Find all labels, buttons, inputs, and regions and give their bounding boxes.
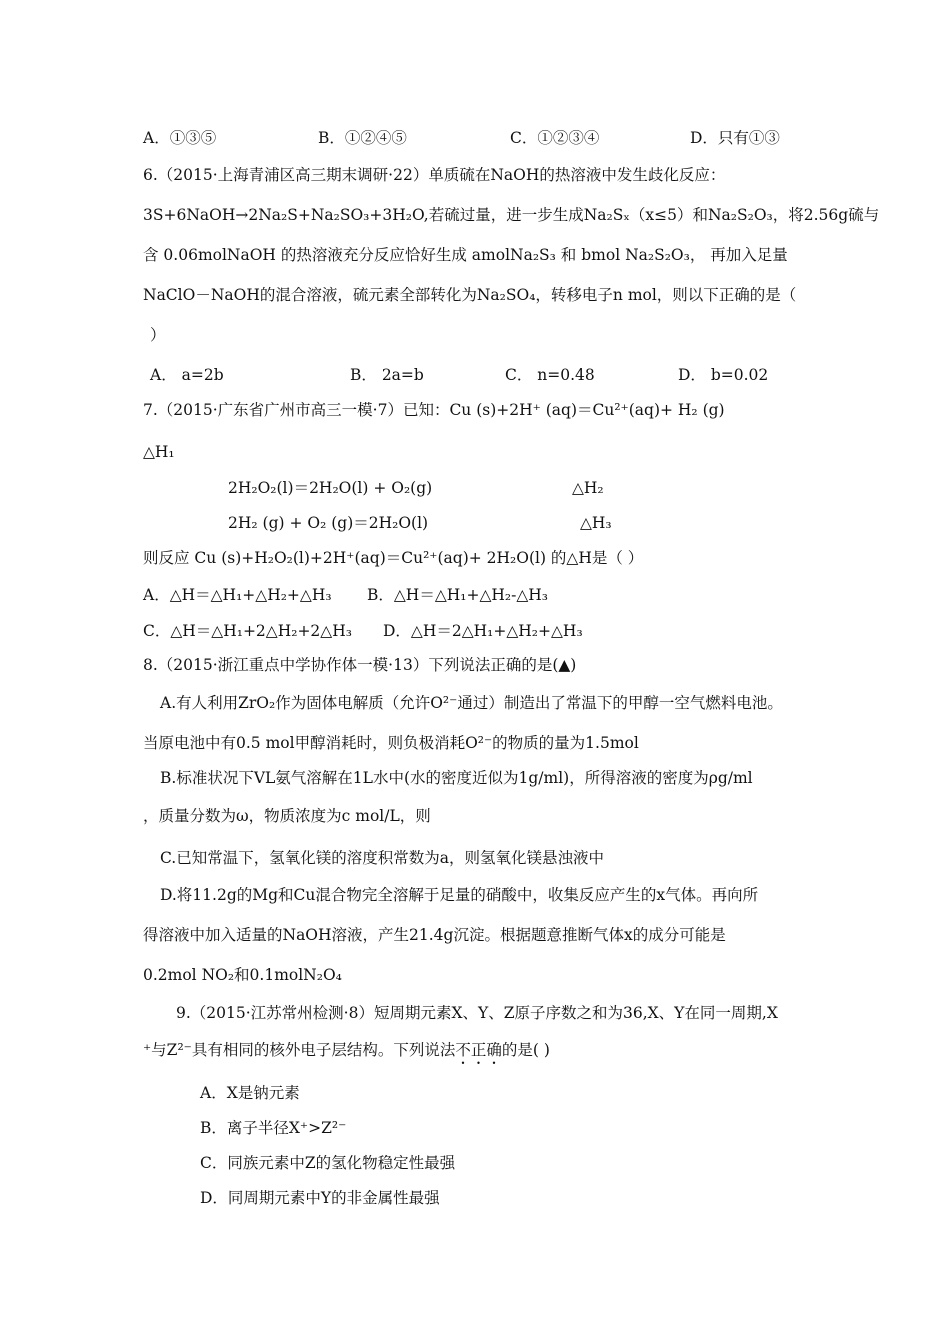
q8-option-b-line-2: ，质量分数为ω，物质浓度为c mol/L，则: [143, 807, 431, 825]
q8-option-d-line-3: 0.2mol NO₂和0.1molN₂O₄: [143, 966, 342, 984]
q8-option-d-line-1: D.将11.2g的Mg和Cu混合物完全溶解于足量的硝酸中，收集反应产生的x气体。再向所: [160, 886, 759, 904]
q6-line-3: 含 0.06molNaOH 的热溶液充分反应恰好生成 amolNa₂S₃ 和 bmol Na₂S₂O₃， 再加入足量: [143, 246, 788, 264]
q7-equation-2: 2H₂O₂(l)＝2H₂O(l) + O₂(g): [228, 479, 433, 497]
q6-line-5: ）: [150, 326, 166, 344]
q7-delta-h3: △H₃: [580, 514, 612, 532]
q7-delta-h1: △H₁: [143, 443, 175, 461]
q9-line-2-start: ⁺与Z²⁻具有相同的核外电子层结构。下列说法: [143, 1041, 456, 1059]
q9-option-d: D．同周期元素中Y的非金属性最强: [200, 1189, 440, 1207]
q8-header: 8.（2015·浙江重点中学协作体一模·13）下列说法正确的是(▲): [143, 656, 577, 674]
q9-line-2: [143, 1040, 550, 1068]
q7-equation-3: 2H₂ (g) + O₂ (g)＝2H₂O(l): [228, 514, 429, 532]
q9-option-a: A．X是钠元素: [200, 1084, 300, 1102]
q6-option-c: C． n=0.48: [505, 366, 595, 384]
q9-line-2-end: 的是( ): [501, 1041, 550, 1059]
q7-question: 则反应 Cu (s)+H₂O₂(l)+2H⁺(aq)＝Cu²⁺(aq)+ 2H₂O(l) 的△H是（ ）: [143, 549, 644, 567]
q5-option-c: C．①②③④: [510, 129, 600, 147]
q7-header: 7.（2015·广东省广州市高三一模·7）已知：Cu (s)+2H⁺ (aq)＝Cu²⁺(aq)+ H₂ (g): [143, 401, 725, 419]
q8-option-d-line-2: 得溶液中加入适量的NaOH溶液，产生21.4g沉淀。根据题意推断气体x的成分可能是: [143, 926, 726, 944]
q6-line-2: 3S+6NaOH→2Na₂S+Na₂SO₃+3H₂O,若硫过量，进一步生成Na₂Sₓ（x≤5）和Na₂S₂O₃，将2.56g硫与: [143, 206, 880, 224]
q6-header: 6.（2015·上海青浦区高三期末调研·22）单质硫在NaOH的热溶液中发生歧化反应：: [143, 166, 726, 184]
q8-option-c-line-1: C.已知常温下，氢氧化镁的溶度积常数为a，则氢氧化镁悬浊液中: [160, 849, 604, 867]
q6-option-d: D． b=0.02: [678, 366, 769, 384]
q9-emphasis: 不正确: [455, 1041, 502, 1059]
q8-option-b-line-1: B.标准状况下VL氨气溶解在1L水中(水的密度近似为1g/ml)，所得溶液的密度为ρg/ml: [160, 769, 753, 787]
q8-option-a-line-2: 当原电池中有0.5 mol甲醇消耗时，则负极消耗O²⁻的物质的量为1.5mol: [143, 734, 639, 752]
q7-delta-h2: △H₂: [572, 479, 604, 497]
q6-option-a: A． a=2b: [150, 366, 224, 384]
q6-option-b: B． 2a=b: [350, 366, 424, 384]
q9-option-c: C．同族元素中Z的氢化物稳定性最强: [200, 1154, 456, 1172]
q7-option-a: A．△H＝△H₁+△H₂+△H₃: [143, 586, 332, 604]
q7-option-b: B．△H＝△H₁+△H₂-△H₃: [367, 586, 549, 604]
q6-line-4: NaClO－NaOH的混合溶液，硫元素全部转化为Na₂SO₄，转移电子n mol，则以下正确的是（: [143, 286, 797, 304]
q5-option-b: B．①②④⑤: [318, 129, 407, 147]
q7-option-c: C．△H＝△H₁+2△H₂+2△H₃: [143, 622, 352, 640]
q7-option-d: D．△H＝2△H₁+△H₂+△H₃: [383, 622, 583, 640]
q5-option-a: A．①③⑤: [143, 129, 217, 147]
q8-option-a-line-1: A.有人利用ZrO₂作为固体电解质（允许O²⁻通过）制造出了常温下的甲醇一空气燃料电池。: [160, 694, 783, 712]
q5-option-d: D．只有①③: [690, 129, 780, 147]
q9-header: 9.（2015·江苏常州检测·8）短周期元素X、Y、Z原子序数之和为36,X、Y在同一周期,X: [176, 1004, 778, 1022]
q9-option-b: B．离子半径X⁺>Z²⁻: [200, 1119, 347, 1137]
